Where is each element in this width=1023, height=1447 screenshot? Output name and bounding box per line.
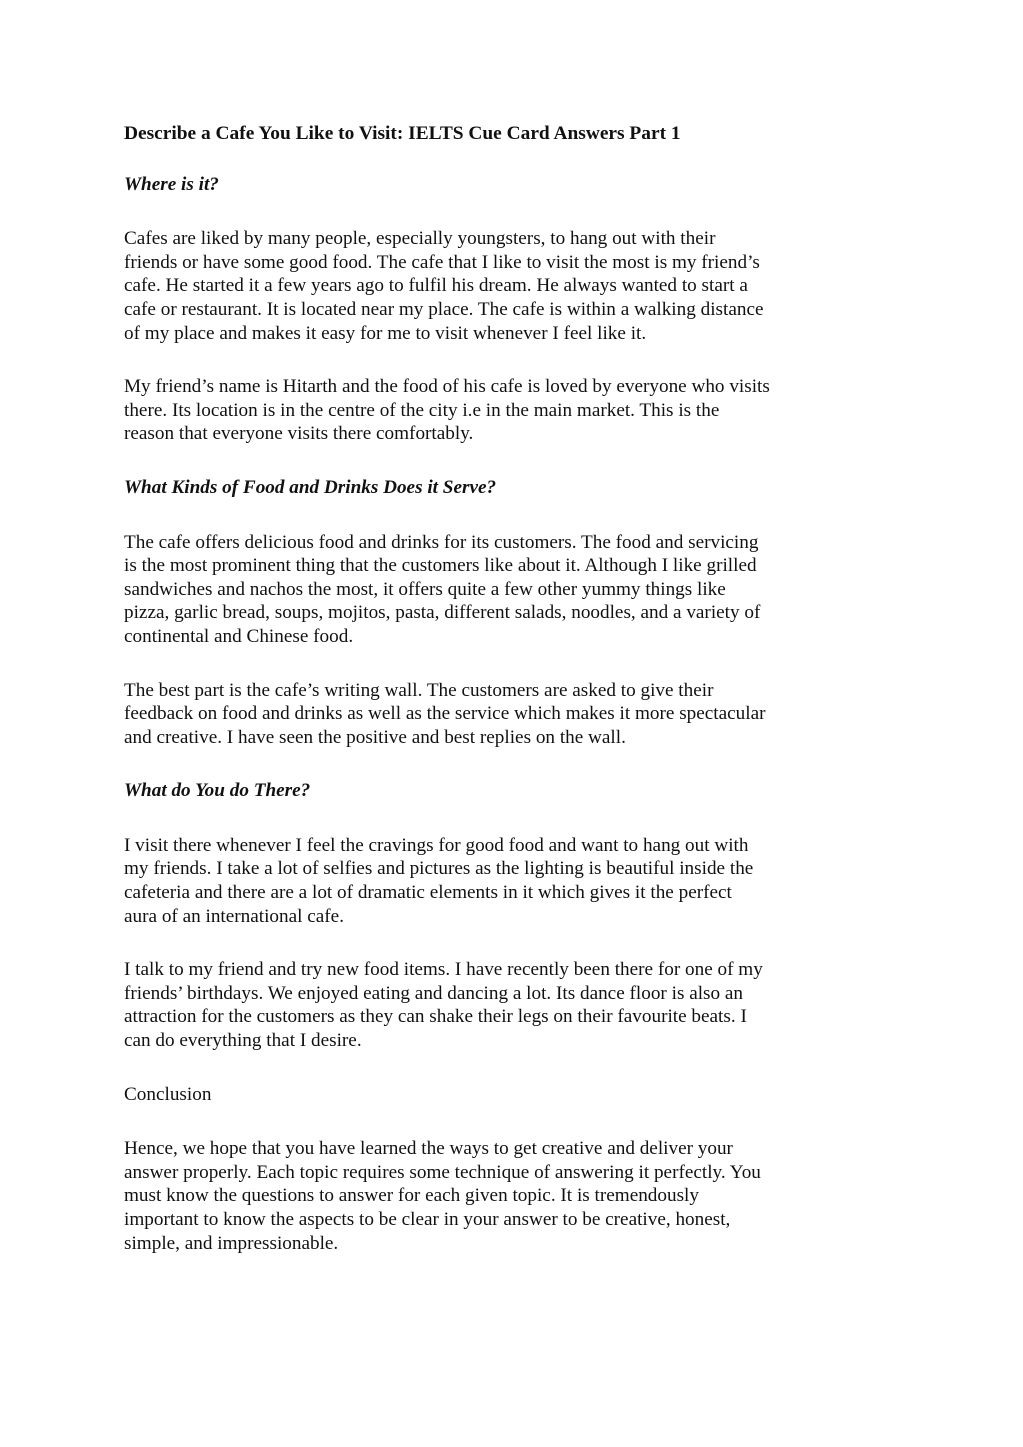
paragraph-line: sandwiches and nachos the most, it offers quite a few other yummy things like xyxy=(124,578,726,600)
paragraph-line: cafe. He started it a few years ago to fulfil his dream. He always wanted to start a xyxy=(124,275,748,297)
paragraph-line: aura of an international cafe. xyxy=(124,905,345,927)
paragraph-line: continental and Chinese food. xyxy=(124,625,354,647)
paragraph-line: friends or have some good food. The cafe that I like to visit the most is my friend’s xyxy=(124,251,760,273)
paragraph-line: must know the questions to answer for each given topic. It is tremendously xyxy=(124,1185,699,1207)
paragraph-line: is the most prominent thing that the customers like about it. Although I like grilled xyxy=(124,555,757,577)
paragraph xyxy=(124,375,914,446)
paragraph-line: I visit there whenever I feel the cravings for good food and want to hang out with xyxy=(124,834,749,856)
paragraph-line: simple, and impressionable. xyxy=(124,1232,339,1254)
paragraph-line: friends’ birthdays. We enjoyed eating and dancing a lot. Its dance floor is also an xyxy=(124,982,744,1004)
document-title: Describe a Cafe You Like to Visit: IELTS Cue Card Answers Part 1 xyxy=(124,123,681,144)
paragraph xyxy=(124,958,914,1052)
paragraph-line: pizza, garlic bread, soups, mojitos, pasta, different salads, noodles, and a variety of xyxy=(124,602,761,624)
section-question: What Kinds of Food and Drinks Does it Serve? xyxy=(124,476,497,498)
document-page xyxy=(124,122,914,1285)
paragraph xyxy=(124,679,914,750)
paragraph-line: Cafes are liked by many people, especially youngsters, to hang out with their xyxy=(124,228,716,250)
paragraph-line: feedback on food and drinks as well as the service which makes it more spectacular xyxy=(124,703,766,725)
paragraph-line: answer properly. Each topic requires some technique of answering it perfectly. You xyxy=(124,1161,761,1183)
paragraph xyxy=(124,834,914,928)
paragraph-line: The best part is the cafe’s writing wall. The customers are asked to give their xyxy=(124,679,714,701)
paragraph-line: My friend’s name is Hitarth and the food of his cafe is loved by everyone who visits xyxy=(124,376,770,398)
paragraph-line: Hence, we hope that you have learned the ways to get creative and deliver your xyxy=(124,1138,733,1160)
paragraph-line: I talk to my friend and try new food items. I have recently been there for one of my xyxy=(124,959,763,981)
paragraph-line: cafe or restaurant. It is located near my place. The cafe is within a walking distance xyxy=(124,298,764,320)
paragraph-line: cafeteria and there are a lot of dramatic elements in it which gives it the perfect xyxy=(124,882,732,904)
conclusion-paragraph xyxy=(124,1137,914,1255)
paragraph-line: important to know the aspects to be clear in your answer to be creative, honest, xyxy=(124,1209,731,1230)
paragraph-line: there. Its location is in the centre of the city i.e in the main market. This is the xyxy=(124,399,720,421)
section-question: What do You do There? xyxy=(124,780,311,802)
paragraph-line: attraction for the customers as they can shake their legs on their favourite beats. I xyxy=(124,1006,747,1028)
paragraph-line: and creative. I have seen the positive and best replies on the wall. xyxy=(124,726,626,748)
paragraph-line: my friends. I take a lot of selfies and pictures as the lighting is beautiful inside the xyxy=(124,858,754,880)
paragraph-line: reason that everyone visits there comfortably. xyxy=(124,423,474,445)
paragraph-line: of my place and makes it easy for me to visit whenever I feel like it. xyxy=(124,322,647,344)
paragraph xyxy=(124,531,914,649)
section-question: Where is it? xyxy=(124,173,219,195)
paragraph xyxy=(124,227,914,345)
conclusion-heading: Conclusion xyxy=(124,1083,212,1105)
paragraph-line: The cafe offers delicious food and drinks for its customers. The food and servicing xyxy=(124,531,759,553)
paragraph-line: can do everything that I desire. xyxy=(124,1030,362,1052)
